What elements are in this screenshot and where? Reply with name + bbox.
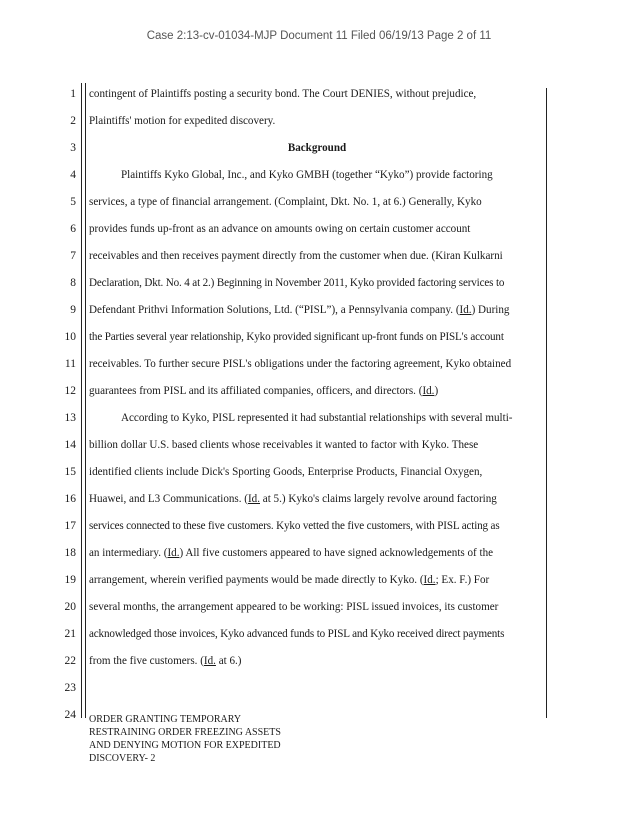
- text-line: According to Kyko, PISL represented it had substantial relationships with several multi-: [121, 412, 513, 424]
- text-line: [89, 573, 545, 587]
- line-number: 21: [64, 628, 76, 640]
- footer-line: DISCOVERY- 2: [89, 753, 156, 764]
- text-segment: guarantees from PISL and its affiliated companies, officers, and directors. (: [89, 385, 423, 397]
- text-line: billion dollar U.S. based clients whose receivables it wanted to factor with Kyko. These: [89, 439, 479, 451]
- line-number: 20: [64, 601, 76, 613]
- text-line: provides funds up-front as an advance on amounts owing on certain customer account: [89, 223, 471, 235]
- citation-id: Id.: [422, 385, 435, 397]
- line-number: 6: [70, 223, 76, 235]
- line-number: 15: [64, 466, 76, 478]
- line-number: 2: [70, 115, 76, 127]
- text-segment: at 5.) Kyko's claims largely revolve around factoring: [260, 493, 497, 505]
- text-segment: ) During: [471, 304, 510, 316]
- text-line: services connected to these five customers. Kyko vetted the five customers, with PISL acting as: [89, 520, 500, 532]
- line-number: 1: [70, 88, 76, 100]
- text-line: the Parties several year relationship, Kyko provided significant up-front funds on PISL's account: [89, 331, 504, 343]
- text-segment: from the five customers. (: [89, 655, 204, 667]
- right-margin-rule: [546, 88, 547, 718]
- citation-id: Id.: [423, 574, 436, 586]
- footer-line: AND DENYING MOTION FOR EXPEDITED: [89, 740, 281, 751]
- text-line: [89, 492, 545, 506]
- text-line: contingent of Plaintiffs posting a security bond. The Court DENIES, without prejudice,: [89, 88, 477, 100]
- text-line: several months, the arrangement appeared to be working: PISL issued invoices, its customer: [89, 601, 499, 613]
- section-heading: Background: [287, 142, 347, 154]
- line-number: 3: [70, 142, 76, 154]
- citation-id: Id.: [459, 304, 472, 316]
- line-number: 8: [70, 277, 76, 289]
- text-line: services, a type of financial arrangement. (Complaint, Dkt. No. 1, at 6.) Generally, Kyko: [89, 196, 482, 208]
- line-number: 17: [64, 520, 76, 532]
- text-segment: arrangement, wherein verified payments would be made directly to Kyko. (: [89, 574, 424, 586]
- line-number: 5: [70, 196, 76, 208]
- line-number: 4: [70, 169, 76, 181]
- text-segment: an intermediary. (: [89, 547, 168, 559]
- text-line: [89, 546, 545, 560]
- text-line: [89, 384, 545, 398]
- line-number: 24: [64, 709, 76, 721]
- line-number: 9: [70, 304, 76, 316]
- text-segment: ) All five customers appeared to have signed acknowledgements of the: [179, 547, 494, 559]
- line-number: 22: [64, 655, 76, 667]
- case-header: Case 2:13-cv-01034-MJP Document 11 Filed 06/19/13 Page 2 of 11: [146, 30, 492, 42]
- text-line: [89, 303, 545, 317]
- left-margin-rule-outer: [81, 83, 82, 718]
- line-number: 11: [64, 358, 76, 370]
- text-segment: at 6.): [215, 655, 242, 667]
- text-line: [89, 654, 545, 668]
- line-number: 18: [64, 547, 76, 559]
- citation-id: Id.: [247, 493, 260, 505]
- left-margin-rule-inner: [85, 83, 86, 718]
- text-line: identified clients include Dick's Sporting Goods, Enterprise Products, Financial Oxygen,: [89, 466, 483, 478]
- line-number: 16: [64, 493, 76, 505]
- text-segment: Defendant Prithvi Information Solutions, Ltd. (“PISL”), a Pennsylvania company. (: [89, 304, 460, 316]
- text-line: receivables and then receives payment directly from the customer when due. (Kiran Kulkarni: [89, 250, 503, 262]
- citation-id: Id.: [203, 655, 216, 667]
- text-segment: Huawei, and L3 Communications. (: [89, 493, 248, 505]
- text-line: Plaintiffs Kyko Global, Inc., and Kyko GMBH (together “Kyko”) provide factoring: [121, 169, 493, 181]
- footer-line: ORDER GRANTING TEMPORARY: [89, 714, 242, 725]
- footer-line: RESTRAINING ORDER FREEZING ASSETS: [89, 727, 281, 738]
- text-segment: ; Ex. F.) For: [435, 574, 490, 586]
- line-number: 19: [64, 574, 76, 586]
- line-number: 7: [70, 250, 76, 262]
- line-number: 12: [64, 385, 76, 397]
- line-number: 10: [64, 331, 76, 343]
- line-number: 23: [64, 682, 76, 694]
- text-line: Plaintiffs' motion for expedited discovery.: [89, 115, 276, 127]
- text-line: acknowledged those invoices, Kyko advanced funds to PISL and Kyko received direct payments: [89, 628, 505, 640]
- citation-id: Id.: [167, 547, 180, 559]
- text-segment: ): [434, 385, 439, 397]
- text-line: receivables. To further secure PISL's obligations under the factoring agreement, Kyko obtained: [89, 358, 512, 370]
- document-footer: [89, 713, 281, 765]
- text-line: Declaration, Dkt. No. 4 at 2.) Beginning in November 2011, Kyko provided factoring services to: [89, 277, 505, 289]
- line-number: 14: [64, 439, 76, 451]
- line-number: 13: [64, 412, 76, 424]
